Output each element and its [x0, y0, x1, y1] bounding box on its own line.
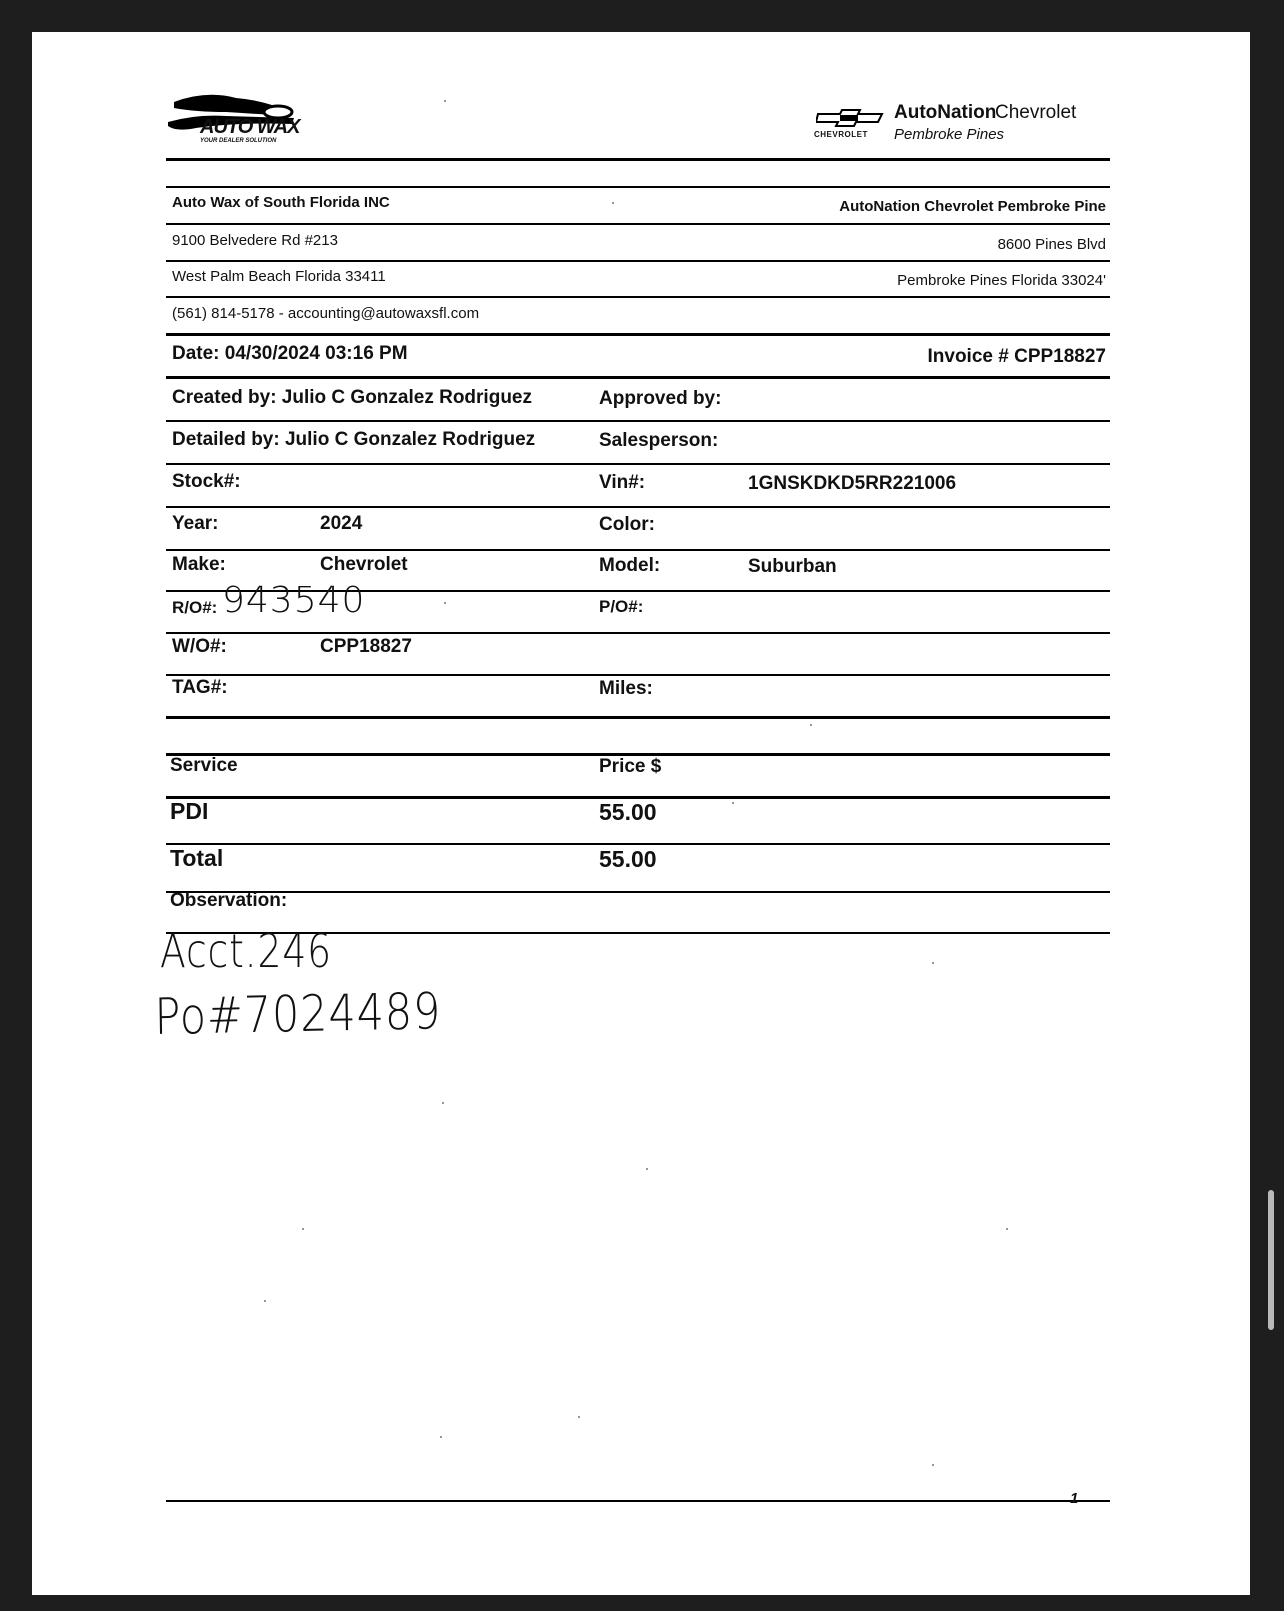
dealer-address1: 8600 Pines Blvd: [997, 236, 1106, 253]
vendor-contact: (561) 814-5178 - accounting@autowaxsfl.com: [172, 305, 480, 322]
miles-label: Miles:: [599, 678, 653, 699]
scan-speck: [932, 1464, 934, 1466]
autonation-brand: AutoNation: [894, 102, 997, 123]
service-row-name: PDI: [170, 798, 209, 824]
vendor-address2: West Palm Beach Florida 33411: [172, 268, 386, 285]
approved-by-label: Approved by:: [599, 388, 722, 409]
vendor-address1: 9100 Belvedere Rd #213: [172, 232, 338, 249]
divider: [166, 376, 1110, 379]
divider: [166, 296, 1110, 298]
observation-label: Observation:: [170, 890, 288, 911]
footer-divider: [166, 1500, 1110, 1502]
dealer-address2: Pembroke Pines Florida 33024': [897, 272, 1106, 289]
divider: [166, 549, 1110, 551]
divider: [166, 674, 1110, 676]
wo-label: W/O#:: [172, 636, 227, 657]
divider: [166, 843, 1110, 845]
divider: [166, 186, 1110, 188]
vendor-name: Auto Wax of South Florida INC: [172, 194, 390, 211]
ro-label: R/O#:: [172, 598, 218, 617]
divider: [166, 506, 1110, 508]
scan-speck: [302, 1228, 304, 1230]
divider: [166, 632, 1110, 634]
handwritten-po-note: Po#7024489: [154, 982, 442, 1046]
divider: [166, 333, 1110, 336]
ro-handwritten-value: 943540: [222, 580, 366, 621]
handwritten-account-note: Acct.246: [160, 924, 332, 978]
divider: [166, 420, 1110, 422]
model-label: Model:: [599, 555, 661, 576]
auto-wax-logo: [166, 88, 306, 148]
make-value: Chevrolet: [320, 554, 408, 575]
created-by: Created by: Julio C Gonzalez Rodriguez: [172, 387, 532, 408]
total-label: Total: [170, 845, 224, 871]
auto-wax-logo-text: AUTO WAX: [200, 116, 300, 138]
scan-speck: [440, 1436, 442, 1438]
autonation-logo: [814, 100, 1114, 148]
year-value: 2024: [320, 513, 363, 534]
chevrolet-badge-text: CHEVROLET: [814, 130, 868, 139]
tag-label: TAG#:: [172, 677, 228, 698]
vin-value: 1GNSKDKD5RR221006: [748, 473, 957, 494]
divider: [166, 716, 1110, 719]
wo-value: CPP18827: [320, 636, 412, 657]
divider: [166, 260, 1110, 262]
divider: [166, 463, 1110, 465]
scan-speck: [732, 802, 734, 804]
scan-speck: [442, 1102, 444, 1104]
vertical-scrollbar[interactable]: [1268, 1190, 1274, 1330]
dealer-name: AutoNation Chevrolet Pembroke Pine: [839, 198, 1106, 215]
scan-speck: [646, 1168, 648, 1170]
chevrolet-bowtie-icon: [816, 108, 886, 128]
scan-speck: [264, 1300, 266, 1302]
scan-speck: [444, 602, 446, 604]
auto-wax-logo-tagline: YOUR DEALER SOLUTION: [200, 138, 277, 144]
vin-label: Vin#:: [599, 472, 646, 493]
color-label: Color:: [599, 514, 655, 535]
price-column-header: Price $: [599, 756, 662, 777]
scan-speck: [444, 100, 446, 102]
scan-speck: [612, 202, 614, 204]
autonation-make: Chevrolet: [995, 102, 1077, 123]
autonation-location: Pembroke Pines: [894, 126, 1005, 143]
service-column-header: Service: [170, 755, 238, 776]
po-label: P/O#:: [599, 597, 644, 616]
invoice-page: [32, 32, 1250, 1595]
model-value: Suburban: [748, 556, 837, 577]
divider: [166, 158, 1110, 161]
detailed-by: Detailed by: Julio C Gonzalez Rodriguez: [172, 429, 536, 450]
scan-speck: [1006, 1228, 1008, 1230]
scan-speck: [810, 724, 812, 726]
stock-label: Stock#:: [172, 471, 241, 492]
year-label: Year:: [172, 513, 219, 534]
divider: [166, 891, 1110, 893]
make-label: Make:: [172, 554, 226, 575]
invoice-date: Date: 04/30/2024 03:16 PM: [172, 343, 408, 364]
scan-speck: [578, 1416, 580, 1418]
page-number: 1: [1070, 1490, 1079, 1507]
invoice-number: Invoice # CPP18827: [927, 346, 1106, 367]
divider: [166, 223, 1110, 225]
service-row-price: 55.00: [599, 799, 657, 825]
scan-speck: [932, 962, 934, 964]
total-value: 55.00: [599, 846, 657, 872]
salesperson-label: Salesperson:: [599, 430, 719, 451]
